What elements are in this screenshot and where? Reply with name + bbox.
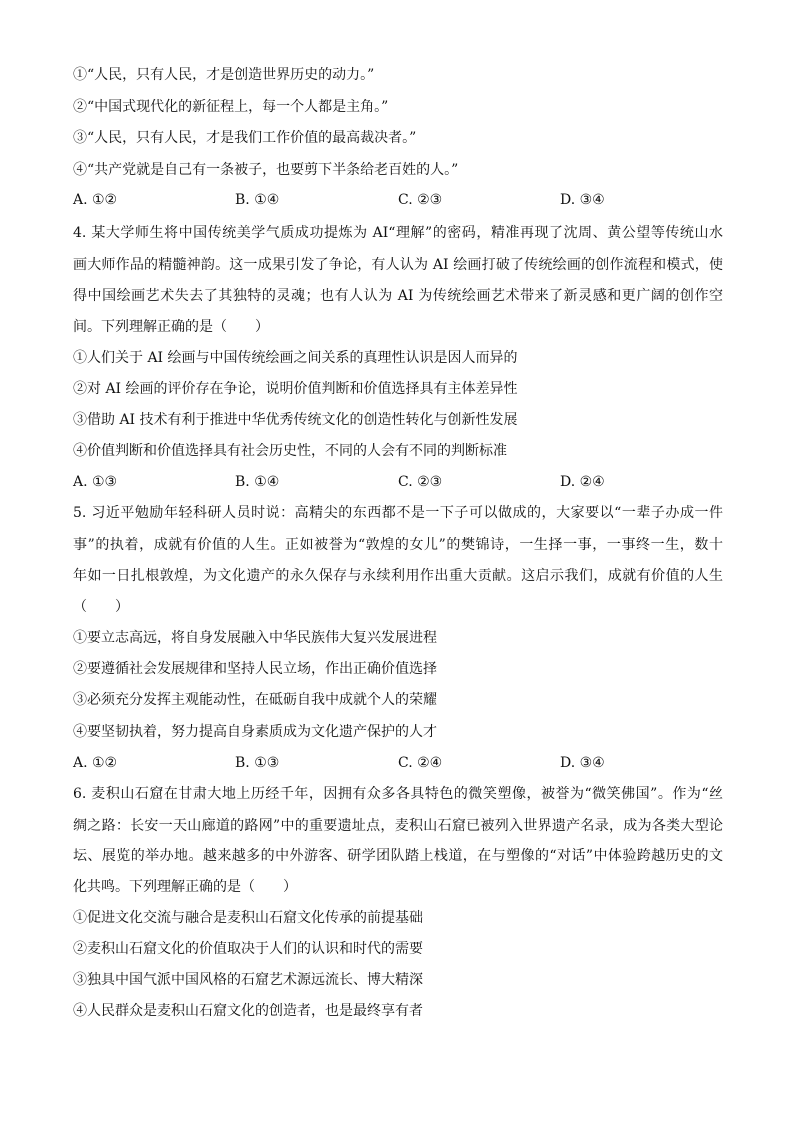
q5-stem-line-3: 年如一日扎根敦煌，为文化遗产的永久保存与永续利用作出重大贡献。这启示我们，成就有价值的人生 xyxy=(73,568,723,584)
q3-option-b: B. ①④ xyxy=(235,192,280,208)
q4-statement-1: ①人们关于 AI 绘画与中国传统绘画之间关系的真理性认识是因人而异的 xyxy=(73,350,518,366)
q5-statement-1: ①要立志高远，将自身发展融入中华民族伟大复兴发展进程 xyxy=(73,630,437,646)
q5-stem-line-2: 事”的执着，成就有价值的人生。正如被誉为“敦煌的女儿”的樊锦诗，一生择一事，一事终一生，数十 xyxy=(73,537,723,553)
q6-stem-line-4: 化共鸣。下列理解正确的是（ ） xyxy=(73,879,297,895)
q4-statement-4: ④价值判断和价值选择具有社会历史性，不同的人会有不同的判断标准 xyxy=(73,443,507,459)
q5-option-b: B. ①③ xyxy=(235,755,280,771)
q4-statement-3: ③借助 AI 技术有利于推进中华优秀传统文化的创造性转化与创新性发展 xyxy=(73,412,518,428)
q4-stem-line-2: 画大师作品的精髓神韵。这一成果引发了争论，有人认为 AI 绘画打破了传统绘画的创作流程和模式，使 xyxy=(73,257,723,273)
q5-stem-line-1: 5. 习近平勉励年轻科研人员时说：高精尖的东西都不是一下子可以做成的，大家要以“一辈子办成一件 xyxy=(73,505,723,521)
q3-option-a: A. ①② xyxy=(73,192,118,208)
q4-stem-line-1: 4. 某大学师生将中国传统美学气质成功提炼为 AI“理解”的密码，精准再现了沈周、黄公望等传统山水 xyxy=(73,225,723,241)
q3-statement-2: ②“中国式现代化的新征程上，每一个人都是主角。” xyxy=(73,99,389,115)
q4-option-c: C. ②③ xyxy=(398,474,443,490)
q3-options xyxy=(73,190,723,210)
q6-stem-line-2: 绸之路：长安一天山廊道的路网”中的重要遗址点，麦积山石窟已被列入世界遗产名录，成为各类大型论 xyxy=(73,818,723,834)
q4-option-d: D. ②④ xyxy=(560,474,605,490)
q6-statement-3: ③独具中国气派中国风格的石窟艺术源远流长、博大精深 xyxy=(73,972,423,988)
q5-options xyxy=(73,753,723,773)
q4-options xyxy=(73,472,723,492)
q6-statement-2: ②麦积山石窟文化的价值取决于人们的认识和时代的需要 xyxy=(73,941,423,957)
q3-option-d: D. ③④ xyxy=(560,192,605,208)
q5-stem-line-4: （ ） xyxy=(73,599,129,615)
q4-option-a: A. ①③ xyxy=(73,474,118,490)
q6-statement-4: ④人民群众是麦积山石窟文化的创造者，也是最终享有者 xyxy=(73,1003,423,1019)
q5-statement-4: ④要坚韧执着，努力提高自身素质成为文化遗产保护的人才 xyxy=(73,724,437,740)
q4-stem-line-4: 间。下列理解正确的是（ ） xyxy=(73,319,269,335)
q5-statement-3: ③必须充分发挥主观能动性，在砥砺自我中成就个人的荣耀 xyxy=(73,692,437,708)
q6-statement-1: ①促进文化交流与融合是麦积山石窟文化传承的前提基础 xyxy=(73,910,423,926)
q4-statement-2: ②对 AI 绘画的评价存在争论，说明价值判断和价值选择具有主体差异性 xyxy=(73,381,518,397)
q5-option-c: C. ②④ xyxy=(398,755,443,771)
q3-statement-1: ①“人民，只有人民，才是创造世界历史的动力。” xyxy=(73,67,375,83)
q5-statement-2: ②要遵循社会发展规律和坚持人民立场，作出正确价值选择 xyxy=(73,661,437,677)
q5-option-d: D. ③④ xyxy=(560,755,605,771)
q3-statement-4: ④“共产党就是自己有一条被子，也要剪下半条给老百姓的人。” xyxy=(73,162,459,178)
q4-option-b: B. ①④ xyxy=(235,474,280,490)
q3-option-c: C. ②③ xyxy=(398,192,443,208)
q3-statement-3: ③“人民，只有人民，才是我们工作价值的最高裁决者。” xyxy=(73,130,417,146)
q6-stem-line-1: 6. 麦积山石窟在甘肃大地上历经千年，因拥有众多各具特色的微笑塑像，被誉为“微笑佛国”。作为“丝 xyxy=(73,786,723,802)
q4-stem-line-3: 得中国绘画艺术失去了其独特的灵魂；也有人认为 AI 为传统绘画艺术带来了新灵感和更广阔的创作空 xyxy=(73,288,723,304)
q6-stem-line-3: 坛、展览的举办地。越来越多的中外游客、研学团队踏上栈道，在与塑像的“对话”中体验跨越历史的文 xyxy=(73,848,723,864)
q5-option-a: A. ①② xyxy=(73,755,118,771)
